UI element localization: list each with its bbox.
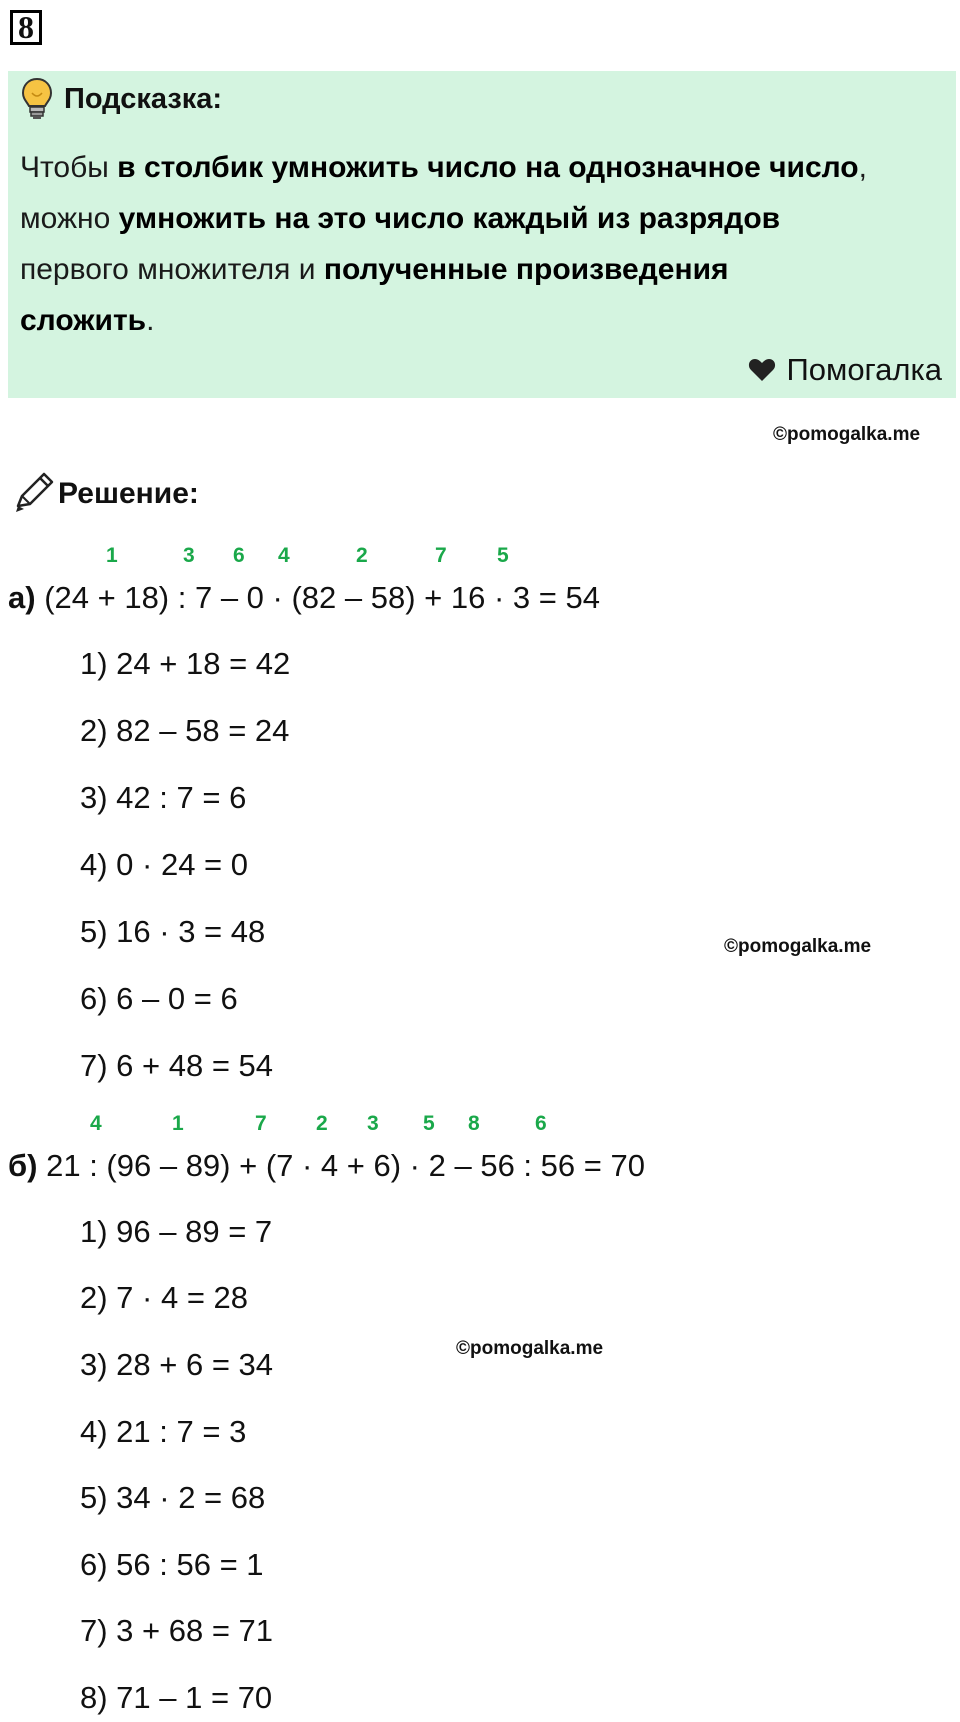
order-mark: 6	[233, 544, 245, 567]
step-b-7: 7) 3 + 68 = 71	[80, 1613, 274, 1648]
part-label: а)	[8, 580, 36, 615]
expression-b	[8, 1146, 645, 1186]
step-a-1: 1) 24 + 18 = 42	[80, 646, 291, 681]
order-mark: 2	[356, 544, 368, 567]
hint-text-part: можно	[20, 202, 119, 235]
step-a-6: 6) 6 – 0 = 6	[80, 981, 238, 1016]
watermark: ©pomogalka.me	[724, 936, 872, 957]
expression-text: (24 + 18) : 7 – 0 · (82 – 58) + 16 · 3 = 54	[35, 580, 600, 615]
order-mark: 5	[423, 1112, 435, 1135]
watermark: ©pomogalka.me	[456, 1338, 604, 1359]
part-label: б)	[8, 1148, 38, 1183]
order-mark: 7	[435, 544, 447, 567]
hint-text-bold: умножить на это число каждый из разрядов	[118, 202, 781, 235]
step-b-2: 2) 7 · 4 = 28	[80, 1280, 249, 1315]
hint-text-part: Чтобы	[20, 151, 118, 184]
brand-signature	[748, 350, 942, 390]
task-number: 8	[10, 10, 42, 45]
heart-icon	[748, 357, 776, 383]
step-a-7: 7) 6 + 48 = 54	[80, 1048, 274, 1083]
hint-text-part: .	[146, 304, 155, 337]
step-a-4: 4) 0 · 24 = 0	[80, 847, 249, 882]
hint-text-bold: полученные произведения	[323, 253, 729, 286]
order-mark: 8	[468, 1112, 480, 1135]
lightbulb-icon	[20, 77, 54, 121]
solution-title: Решение:	[58, 477, 199, 510]
step-b-6: 6) 56 : 56 = 1	[80, 1547, 264, 1582]
order-mark: 1	[172, 1112, 184, 1135]
hint-text-part: ,	[858, 151, 867, 184]
step-b-1: 1) 96 – 89 = 7	[80, 1214, 273, 1249]
hint-text-bold: сложить	[20, 304, 147, 337]
step-b-3: 3) 28 + 6 = 34	[80, 1347, 274, 1382]
step-b-5: 5) 34 · 2 = 68	[80, 1480, 266, 1515]
step-a-2: 2) 82 – 58 = 24	[80, 713, 290, 748]
order-mark: 6	[535, 1112, 547, 1135]
expression-text: 21 : (96 – 89) + (7 · 4 + 6) · 2 – 56 : 56 = 70	[37, 1148, 645, 1183]
hint-text-bold: в столбик умножить число на однозначное число	[117, 151, 859, 184]
brand-name: Помогалка	[786, 352, 942, 387]
order-mark: 4	[278, 544, 290, 567]
step-a-5: 5) 16 · 3 = 48	[80, 914, 266, 949]
order-mark: 7	[255, 1112, 267, 1135]
pencil-icon	[12, 470, 54, 514]
hint-title: Подсказка:	[64, 83, 223, 115]
order-mark: 2	[316, 1112, 328, 1135]
order-mark: 1	[106, 544, 118, 567]
hint-text-part: первого множителя и	[20, 253, 324, 286]
order-mark: 3	[183, 544, 195, 567]
hint-text	[20, 142, 950, 346]
step-b-4: 4) 21 : 7 = 3	[80, 1414, 247, 1449]
order-mark: 4	[90, 1112, 102, 1135]
order-mark: 5	[497, 544, 509, 567]
expression-a	[8, 578, 600, 618]
watermark: ©pomogalka.me	[773, 424, 921, 445]
step-a-3: 3) 42 : 7 = 6	[80, 780, 247, 815]
step-b-8: 8) 71 – 1 = 70	[80, 1680, 273, 1715]
order-mark: 3	[367, 1112, 379, 1135]
